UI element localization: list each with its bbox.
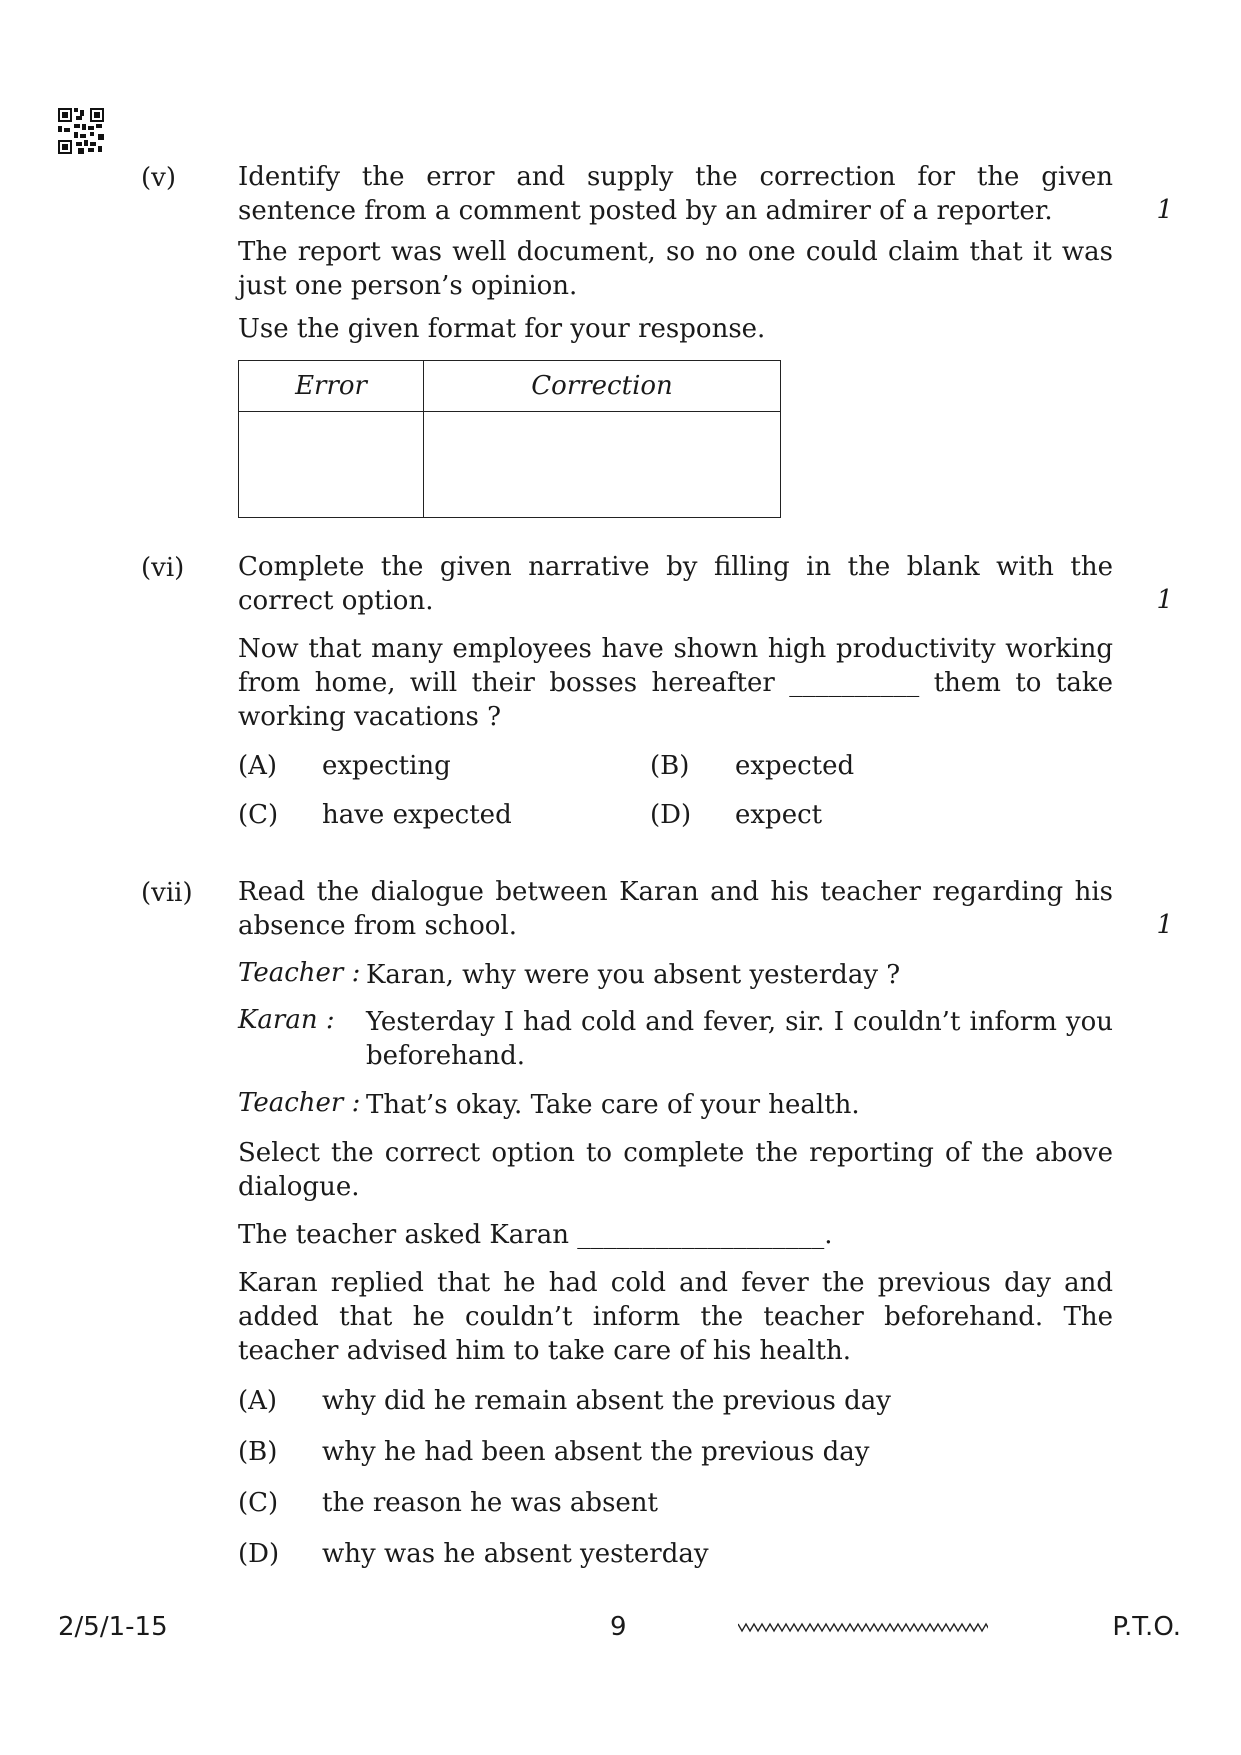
option-letter: (A) [238, 1386, 278, 1416]
option-letter: (B) [238, 1437, 278, 1467]
option-letter: (C) [238, 1488, 279, 1518]
question-sentence: The report was well document, so no one could claim that it was just one person’s opinion. [238, 237, 1113, 301]
answer-cell-error [239, 412, 424, 518]
option-letter: (D) [650, 800, 692, 830]
dialogue-speaker: Teacher : [238, 958, 361, 988]
option-letter: (A) [238, 751, 278, 781]
option-text: why he had been absent the previous day [322, 1437, 870, 1467]
pto-label: P.T.O. [1112, 1612, 1181, 1642]
option-text: have expected [322, 800, 512, 830]
report-rest: Karan replied that he had cold and fever the previous day and added that he couldn’t inform the teacher beforehand. The teacher advised him to take care of his health. [238, 1268, 1113, 1366]
question-prompt: Read the dialogue between Karan and his teacher regarding his absence from school. [238, 877, 1113, 941]
question-passage: Now that many employees have shown high productivity working from home, will their bosses hereafter __________ them to take working vacations ? [238, 634, 1113, 732]
question-number: (v) [141, 163, 176, 193]
page-number: 9 [610, 1612, 627, 1642]
option-letter: (B) [650, 751, 690, 781]
qr-code-icon [58, 108, 104, 154]
dialogue-line: That’s okay. Take care of your health. [366, 1090, 860, 1120]
option-letter: (D) [238, 1539, 280, 1569]
marks: 1 [1156, 585, 1173, 615]
question-prompt: Identify the error and supply the correction for the given sentence from a comment posted by an admirer of a reporter. [238, 162, 1113, 226]
question-instruction: Use the given format for your response. [238, 314, 766, 344]
question-instruction: Select the correct option to complete the reporting of the above dialogue. [238, 1138, 1113, 1202]
marks: 1 [1156, 910, 1173, 940]
dialogue-line: Yesterday I had cold and fever, sir. I couldn’t inform you beforehand. [366, 1007, 1113, 1071]
table-header-correction: Correction [424, 361, 781, 412]
question-number: (vii) [141, 878, 193, 908]
option-text: the reason he was absent [322, 1488, 658, 1518]
paper-code: 2/5/1-15 [58, 1612, 168, 1642]
report-start: The teacher asked Karan ___________________. [238, 1220, 833, 1250]
option-text: why did he remain absent the previous day [322, 1386, 891, 1416]
option-text: why was he absent yesterday [322, 1539, 709, 1569]
question-number: (vi) [141, 553, 185, 583]
question-prompt: Complete the given narrative by filling in the blank with the correct option. [238, 552, 1113, 616]
marks: 1 [1156, 195, 1173, 225]
dialogue-speaker: Karan : [238, 1005, 335, 1035]
dialogue-speaker: Teacher : [238, 1088, 361, 1118]
dialogue-line: Karan, why were you absent yesterday ? [366, 960, 901, 990]
option-text: expect [735, 800, 823, 830]
option-text: expected [735, 751, 855, 781]
wavy-line-decoration [738, 1620, 988, 1634]
answer-cell-correction [424, 412, 781, 518]
option-letter: (C) [238, 800, 279, 830]
option-text: expecting [322, 751, 451, 781]
answer-table [238, 360, 781, 518]
table-header-error: Error [239, 361, 424, 412]
